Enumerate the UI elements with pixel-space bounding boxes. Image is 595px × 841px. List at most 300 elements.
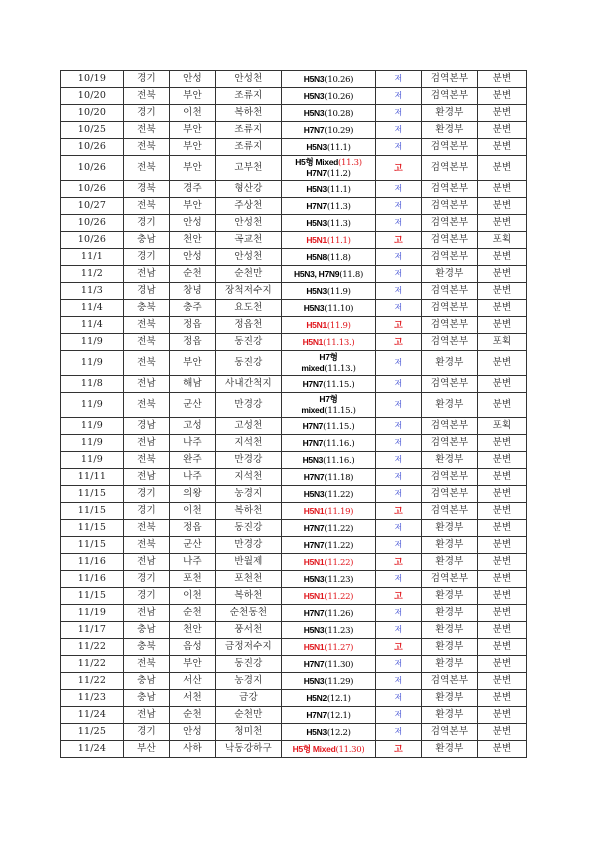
agency-cell: 검역본부 (422, 300, 478, 317)
pathogenicity-cell (376, 249, 422, 266)
sample-date-cell: 10/26 (61, 181, 124, 198)
agency-cell: 검역본부 (422, 486, 478, 503)
subtype-label: H5N3 (303, 488, 325, 499)
subtype-line (306, 142, 350, 152)
agency-cell: 환경부 (422, 393, 478, 418)
city-cell: 순천 (170, 266, 216, 283)
subtype-line (304, 540, 353, 550)
subtype-cell (282, 639, 376, 656)
site-cell: 금강 (216, 690, 282, 707)
site-cell: 고성천 (216, 418, 282, 435)
subtype-line (282, 352, 375, 363)
pathogenicity-label: 저 (394, 727, 403, 736)
sample-date-cell: 11/24 (61, 741, 124, 758)
pathogenicity-label: 고 (394, 162, 403, 173)
subtype-result (304, 642, 353, 652)
subtype-label: mixed (301, 363, 325, 373)
subtype-label: H5N3 (306, 726, 327, 737)
agency-cell: 검역본부 (422, 673, 478, 690)
subtype-line (304, 574, 353, 584)
pathogenicity-label: 저 (394, 438, 403, 447)
subtype-label: H7N7 (303, 658, 325, 669)
pathogenicity-label: 저 (394, 91, 403, 100)
sample-type-cell: 분변 (478, 673, 527, 690)
subtype-date: (11.23) (324, 625, 354, 636)
subtype-label: H5N1 (306, 234, 327, 245)
subtype-line (304, 472, 353, 482)
table-row (61, 215, 527, 232)
sample-date-cell: 11/17 (61, 622, 124, 639)
subtype-line (282, 394, 375, 405)
subtype-date: (11.19) (324, 506, 354, 517)
sample-date-cell: 10/25 (61, 122, 124, 139)
subtype-line (282, 157, 375, 168)
subtype-date: (10.26) (324, 74, 354, 85)
agency-cell: 환경부 (422, 266, 478, 283)
sample-type-cell: 분변 (478, 639, 527, 656)
subtype-date: (11.1) (326, 184, 351, 195)
sample-type-cell: 분변 (478, 690, 527, 707)
subtype-line (306, 727, 350, 737)
agency-cell: 환경부 (422, 690, 478, 707)
site-cell: 지석천 (216, 469, 282, 486)
sample-date-cell: 10/26 (61, 156, 124, 181)
subtype-label: mixed (301, 405, 325, 415)
pathogenicity-label: 저 (394, 400, 403, 409)
pathogenicity-cell (376, 503, 422, 520)
subtype-line (304, 557, 353, 567)
subtype-cell (282, 418, 376, 435)
sample-type-cell: 분변 (478, 452, 527, 469)
province-cell: 경기 (124, 105, 170, 122)
sample-date-cell: 11/15 (61, 537, 124, 554)
subtype-result (303, 455, 355, 465)
city-cell: 천안 (170, 622, 216, 639)
subtype-label: H5N3 (303, 573, 325, 584)
site-cell: 풍서천 (216, 622, 282, 639)
pathogenicity-cell (376, 215, 422, 232)
sample-date-cell: 11/8 (61, 376, 124, 393)
pathogenicity-label: 저 (394, 142, 403, 151)
site-cell: 복하천 (216, 503, 282, 520)
subtype-line (304, 591, 353, 601)
subtype-date: (11.16.) (323, 438, 355, 449)
table-row (61, 156, 527, 181)
site-cell: 복하천 (216, 105, 282, 122)
site-cell: 복하천 (216, 588, 282, 605)
sample-date-cell: 11/25 (61, 724, 124, 741)
subtype-line (304, 125, 353, 135)
province-cell: 전북 (124, 156, 170, 181)
subtype-line (293, 744, 365, 754)
subtype-result (303, 337, 355, 347)
agency-cell: 검역본부 (422, 317, 478, 334)
site-cell: 형산강 (216, 181, 282, 198)
subtype-result (293, 744, 365, 754)
province-cell: 경기 (124, 71, 170, 88)
table-row (61, 300, 527, 317)
site-cell: 곡교천 (216, 232, 282, 249)
subtype-line (303, 438, 355, 448)
province-cell: 경남 (124, 418, 170, 435)
subtype-date: (11.1) (326, 235, 351, 246)
subtype-date: (11.9) (326, 286, 351, 297)
pathogenicity-label: 고 (394, 641, 403, 652)
subtype-date: (11.3) (326, 218, 351, 229)
subtype-cell (282, 486, 376, 503)
subtype-date: (11.15.) (323, 379, 355, 390)
pathogenicity-label: 고 (394, 505, 403, 516)
sample-date-cell: 11/9 (61, 393, 124, 418)
city-cell: 이천 (170, 105, 216, 122)
subtype-line (282, 363, 375, 374)
agency-cell: 검역본부 (422, 418, 478, 435)
sample-date-cell: 11/23 (61, 690, 124, 707)
subtype-result (304, 608, 353, 618)
province-cell: 충북 (124, 300, 170, 317)
subtype-date: (11.10) (324, 303, 354, 314)
province-cell: 충남 (124, 622, 170, 639)
subtype-date: (11.1) (326, 142, 351, 153)
subtype-line (303, 337, 355, 347)
city-cell: 부안 (170, 156, 216, 181)
table-row (61, 486, 527, 503)
table-row (61, 71, 527, 88)
subtype-result (282, 352, 375, 374)
pathogenicity-cell (376, 639, 422, 656)
subtype-date: (10.29) (324, 125, 354, 136)
sample-date-cell: 11/4 (61, 300, 124, 317)
subtype-cell (282, 469, 376, 486)
subtype-label: H5형 Mixed (292, 743, 336, 754)
province-cell: 경기 (124, 503, 170, 520)
subtype-date: (11.8) (339, 269, 363, 280)
table-row (61, 139, 527, 156)
province-cell: 충남 (124, 232, 170, 249)
sample-type-cell: 분변 (478, 139, 527, 156)
city-cell: 나주 (170, 435, 216, 452)
city-cell: 부안 (170, 122, 216, 139)
subtype-line (306, 320, 350, 330)
subtype-line (304, 303, 353, 313)
site-cell: 순천동천 (216, 605, 282, 622)
subtype-result (304, 574, 353, 584)
subtype-cell (282, 198, 376, 215)
subtype-label: H7N7 (306, 709, 327, 720)
province-cell: 전북 (124, 317, 170, 334)
subtype-cell (282, 376, 376, 393)
table-row (61, 232, 527, 249)
table-body (61, 71, 527, 758)
subtype-date: (11.18) (324, 472, 354, 483)
subtype-label: H7N7 (303, 539, 325, 550)
pathogenicity-label: 저 (394, 184, 403, 193)
province-cell: 전남 (124, 266, 170, 283)
subtype-date: (11.22) (324, 523, 354, 534)
city-cell: 순천 (170, 605, 216, 622)
table-row (61, 198, 527, 215)
city-cell: 정읍 (170, 334, 216, 351)
agency-cell: 검역본부 (422, 469, 478, 486)
agency-cell: 검역본부 (422, 88, 478, 105)
pathogenicity-cell (376, 588, 422, 605)
table-row (61, 334, 527, 351)
table-row (61, 105, 527, 122)
pathogenicity-label: 저 (394, 676, 403, 685)
subtype-cell (282, 300, 376, 317)
agency-cell: 검역본부 (422, 198, 478, 215)
subtype-cell (282, 622, 376, 639)
pathogenicity-cell (376, 376, 422, 393)
site-cell: 조류지 (216, 88, 282, 105)
subtype-label: H5N3 (302, 454, 324, 465)
subtype-line (282, 168, 375, 179)
city-cell: 나주 (170, 554, 216, 571)
sample-date-cell: 11/4 (61, 317, 124, 334)
pathogenicity-label: 저 (394, 421, 403, 430)
city-cell: 경주 (170, 181, 216, 198)
subtype-label: H5N3 (306, 141, 327, 152)
subtype-result (306, 201, 350, 211)
agency-cell: 환경부 (422, 520, 478, 537)
subtype-cell (282, 88, 376, 105)
subtype-line (304, 642, 353, 652)
pathogenicity-cell (376, 554, 422, 571)
agency-cell: 환경부 (422, 105, 478, 122)
sample-type-cell: 분변 (478, 156, 527, 181)
sample-date-cell: 11/19 (61, 605, 124, 622)
subtype-cell (282, 266, 376, 283)
subtype-label: H7N7 (306, 200, 327, 211)
sample-type-cell: 분변 (478, 486, 527, 503)
site-cell: 낙동강하구 (216, 741, 282, 758)
subtype-cell (282, 181, 376, 198)
province-cell: 전북 (124, 537, 170, 554)
subtype-date: (11.15.) (323, 421, 355, 432)
province-cell: 경기 (124, 588, 170, 605)
agency-cell: 검역본부 (422, 181, 478, 198)
pathogenicity-cell (376, 520, 422, 537)
city-cell: 완주 (170, 452, 216, 469)
province-cell: 전남 (124, 376, 170, 393)
city-cell: 군산 (170, 537, 216, 554)
agency-cell: 검역본부 (422, 139, 478, 156)
pathogenicity-label: 고 (394, 556, 403, 567)
pathogenicity-label: 저 (394, 201, 403, 210)
subtype-label: H7N7 (302, 378, 324, 389)
table-row (61, 605, 527, 622)
city-cell: 부안 (170, 139, 216, 156)
pathogenicity-cell (376, 351, 422, 376)
sample-type-cell: 분변 (478, 266, 527, 283)
subtype-result (306, 320, 350, 330)
sample-type-cell: 분변 (478, 537, 527, 554)
pathogenicity-label: 저 (394, 659, 403, 668)
pathogenicity-cell (376, 317, 422, 334)
site-cell: 반월제 (216, 554, 282, 571)
pathogenicity-label: 저 (394, 286, 403, 295)
province-cell: 전북 (124, 139, 170, 156)
subtype-cell (282, 215, 376, 232)
sample-date-cell: 11/22 (61, 639, 124, 656)
province-cell: 전북 (124, 351, 170, 376)
pathogenicity-label: 저 (394, 523, 403, 532)
pathogenicity-cell (376, 469, 422, 486)
subtype-cell (282, 139, 376, 156)
site-cell: 만경강 (216, 537, 282, 554)
pathogenicity-cell (376, 486, 422, 503)
sample-type-cell: 분변 (478, 122, 527, 139)
sample-date-cell: 11/16 (61, 571, 124, 588)
subtype-cell (282, 232, 376, 249)
table-row (61, 656, 527, 673)
sample-type-cell: 분변 (478, 393, 527, 418)
sample-date-cell: 10/27 (61, 198, 124, 215)
city-cell: 부안 (170, 88, 216, 105)
site-cell: 만경강 (216, 393, 282, 418)
table-row (61, 537, 527, 554)
agency-cell: 검역본부 (422, 503, 478, 520)
pathogenicity-label: 저 (394, 303, 403, 312)
agency-cell: 환경부 (422, 351, 478, 376)
pathogenicity-cell (376, 122, 422, 139)
subtype-cell (282, 656, 376, 673)
subtype-date: (11.3) (338, 158, 362, 168)
subtype-result (304, 489, 353, 499)
subtype-date: (12.1) (326, 710, 351, 721)
province-cell: 경북 (124, 181, 170, 198)
city-cell: 안성 (170, 724, 216, 741)
site-cell: 농경지 (216, 486, 282, 503)
province-cell: 전남 (124, 554, 170, 571)
sample-date-cell: 11/9 (61, 452, 124, 469)
city-cell: 안성 (170, 249, 216, 266)
pathogenicity-cell (376, 741, 422, 758)
pathogenicity-label: 고 (394, 590, 403, 601)
subtype-result (304, 540, 353, 550)
subtype-line (304, 523, 353, 533)
province-cell: 전북 (124, 198, 170, 215)
subtype-label: H7N7 (303, 124, 325, 135)
site-cell: 안성천 (216, 71, 282, 88)
province-cell: 전남 (124, 605, 170, 622)
site-cell: 사내간척지 (216, 376, 282, 393)
sample-date-cell: 11/1 (61, 249, 124, 266)
city-cell: 안성 (170, 71, 216, 88)
subtype-cell (282, 503, 376, 520)
city-cell: 나주 (170, 469, 216, 486)
subtype-line (306, 710, 350, 720)
subtype-date: (10.28) (324, 108, 354, 119)
subtype-result (306, 693, 350, 703)
subtype-cell (282, 71, 376, 88)
subtype-result (306, 218, 350, 228)
subtype-line (306, 286, 350, 296)
province-cell: 전남 (124, 469, 170, 486)
subtype-label: H5N1 (303, 505, 325, 516)
subtype-date: (11.3) (326, 201, 351, 212)
table-row (61, 588, 527, 605)
city-cell: 의왕 (170, 486, 216, 503)
sample-type-cell: 포획 (478, 334, 527, 351)
agency-cell: 검역본부 (422, 215, 478, 232)
city-cell: 해남 (170, 376, 216, 393)
site-cell: 청미천 (216, 724, 282, 741)
subtype-label: H7N7 (303, 522, 325, 533)
sample-date-cell: 11/9 (61, 418, 124, 435)
sample-type-cell: 분변 (478, 181, 527, 198)
subtype-label: H7N7 (302, 420, 324, 431)
province-cell: 전남 (124, 435, 170, 452)
pathogenicity-cell (376, 334, 422, 351)
table-row (61, 554, 527, 571)
pathogenicity-label: 저 (394, 218, 403, 227)
sample-type-cell: 분변 (478, 622, 527, 639)
province-cell: 충남 (124, 673, 170, 690)
subtype-cell (282, 724, 376, 741)
site-cell: 장척저수지 (216, 283, 282, 300)
subtype-label: H5N3 (303, 624, 325, 635)
site-cell: 조류지 (216, 139, 282, 156)
table-row (61, 707, 527, 724)
city-cell: 사하 (170, 741, 216, 758)
province-cell: 전북 (124, 122, 170, 139)
subtype-label: H5N3 (303, 73, 325, 84)
subtype-line (282, 405, 375, 416)
subtype-date: (11.2) (326, 169, 351, 179)
subtype-date: (12.1) (326, 693, 351, 704)
pathogenicity-label: 저 (394, 455, 403, 464)
subtype-cell (282, 334, 376, 351)
sample-type-cell: 분변 (478, 605, 527, 622)
subtype-label: H5N2 (306, 692, 327, 703)
agency-cell: 검역본부 (422, 571, 478, 588)
pathogenicity-label: 저 (394, 125, 403, 134)
subtype-date: (11.23) (324, 574, 354, 585)
city-cell: 서산 (170, 673, 216, 690)
sample-date-cell: 11/15 (61, 520, 124, 537)
subtype-label: H7형 (319, 394, 338, 404)
sample-type-cell: 분변 (478, 588, 527, 605)
subtype-line (306, 201, 350, 211)
subtype-date: (11.30) (335, 744, 365, 755)
site-cell: 동진강 (216, 520, 282, 537)
sample-type-cell: 분변 (478, 376, 527, 393)
city-cell: 정읍 (170, 520, 216, 537)
subtype-label: H5N3 (306, 217, 327, 228)
subtype-cell (282, 317, 376, 334)
subtype-result (304, 472, 353, 482)
agency-cell: 환경부 (422, 122, 478, 139)
subtype-cell (282, 673, 376, 690)
pathogenicity-cell (376, 300, 422, 317)
pathogenicity-label: 저 (394, 625, 403, 634)
province-cell: 경기 (124, 249, 170, 266)
subtype-line (304, 676, 353, 686)
subtype-date: (11.22) (324, 540, 354, 551)
subtype-date: (11.27) (324, 642, 354, 653)
sample-date-cell: 11/15 (61, 503, 124, 520)
subtype-line (304, 659, 353, 669)
subtype-label: H5N1 (303, 590, 325, 601)
sample-type-cell: 분변 (478, 198, 527, 215)
subtype-label: H7N7 (303, 471, 325, 482)
subtype-result (304, 74, 353, 84)
pathogenicity-label: 고 (394, 319, 403, 330)
subtype-label: H7N7 (306, 168, 327, 178)
subtype-cell (282, 249, 376, 266)
table-row (61, 520, 527, 537)
